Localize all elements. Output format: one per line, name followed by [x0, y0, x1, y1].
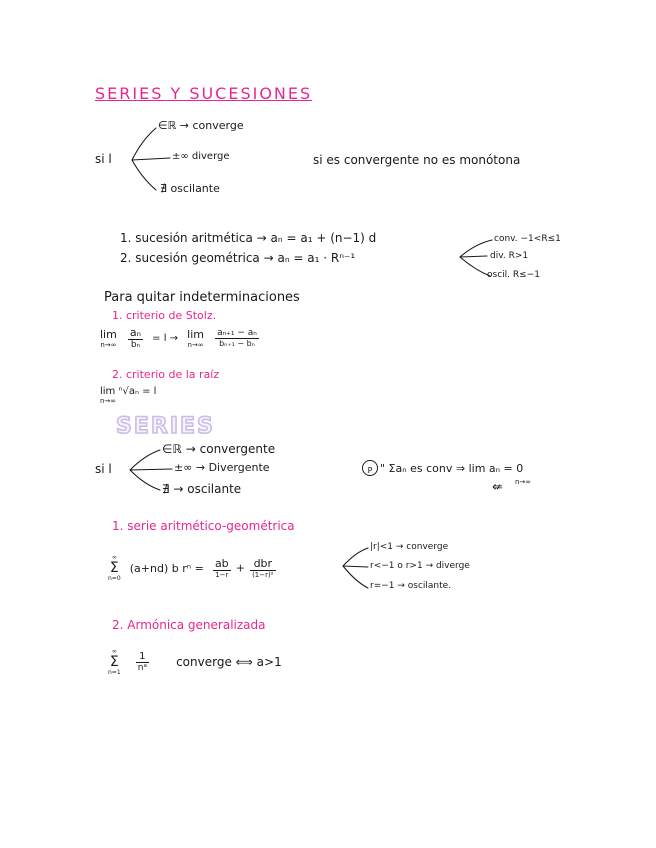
cond-oscil: oscil. R≤−1 [487, 270, 540, 280]
arit-cond-diverge: r<−1 o r>1 → diverge [370, 561, 470, 571]
not-implies-icon: ⇍ [492, 480, 503, 495]
cond-conv: conv. −1<R≤1 [494, 234, 561, 244]
branch-oscilante: ∄ oscilante [160, 182, 220, 195]
series-oscilante: ∄ → oscilante [162, 482, 242, 496]
arit-geom-formula: ∞ Σ n=0 (a+nd) b rⁿ = $\frac{ab}{1-r}$ + $\frac{\text{dbr}}{\text{(1−r)²}}$ [108, 554, 274, 582]
armonica-formula: ∞ Σ n=1 $\frac{1}{\text{nᵃ}}$ converge ⟺ a>1 [108, 648, 282, 676]
si-l-label: si l [95, 152, 112, 166]
arit-cond-converge: |r|<1 → converge [370, 542, 449, 552]
series-convergente: ∈ℝ → convergente [162, 442, 276, 456]
stolz-heading: 1. criterio de Stolz. [112, 309, 217, 322]
branch-converge: ∈ℝ → converge [158, 119, 244, 132]
series-heading: SERIES [116, 414, 215, 439]
cond-div: div. R>1 [490, 251, 529, 261]
stolz-formula: lim n→∞ $\frac{\text{aₙ}}{\text{bₙ}}$ = l → lim n→∞ $\frac{\text{aₙ₊₁ − aₙ}}{\text{bₙ₊₁ − bₙ}}$ [100, 326, 257, 350]
series-si-l: si l [95, 462, 112, 476]
arit-geom-heading: 1. serie aritmético-geométrica [112, 519, 295, 533]
series-property-sub: n→∞ [515, 478, 532, 486]
convergence-note: si es convergente no es monótona [313, 153, 521, 167]
raiz-heading: 2. criterio de la raíz [112, 368, 220, 381]
sigma-icon: Σ [109, 654, 119, 670]
branch-diverge: ±∞ diverge [172, 151, 230, 162]
arit-cond-oscilante: r=−1 → oscilante. [370, 581, 452, 591]
sucesion-aritmetica: 1. sucesión aritmética → aₙ = a₁ + (n−1) d [120, 231, 377, 245]
sigma-icon: Σ [109, 560, 119, 576]
raiz-formula: lim ⁿ√aₙ = l n→∞ [100, 386, 157, 405]
series-divergente: ±∞ → Divergente [174, 461, 270, 474]
armonica-heading: 2. Armónica generalizada [112, 618, 266, 632]
series-property: " Σaₙ es conv ⇒ lim aₙ = 0 [380, 462, 524, 475]
sucesion-geometrica: 2. sucesión geométrica → aₙ = a₁ · Rⁿ⁻¹ [120, 251, 356, 265]
indet-heading: Para quitar indeterminaciones [104, 290, 300, 305]
page-title: SERIES Y SUCESIONES [95, 84, 313, 103]
property-circle-icon: P [362, 460, 378, 476]
